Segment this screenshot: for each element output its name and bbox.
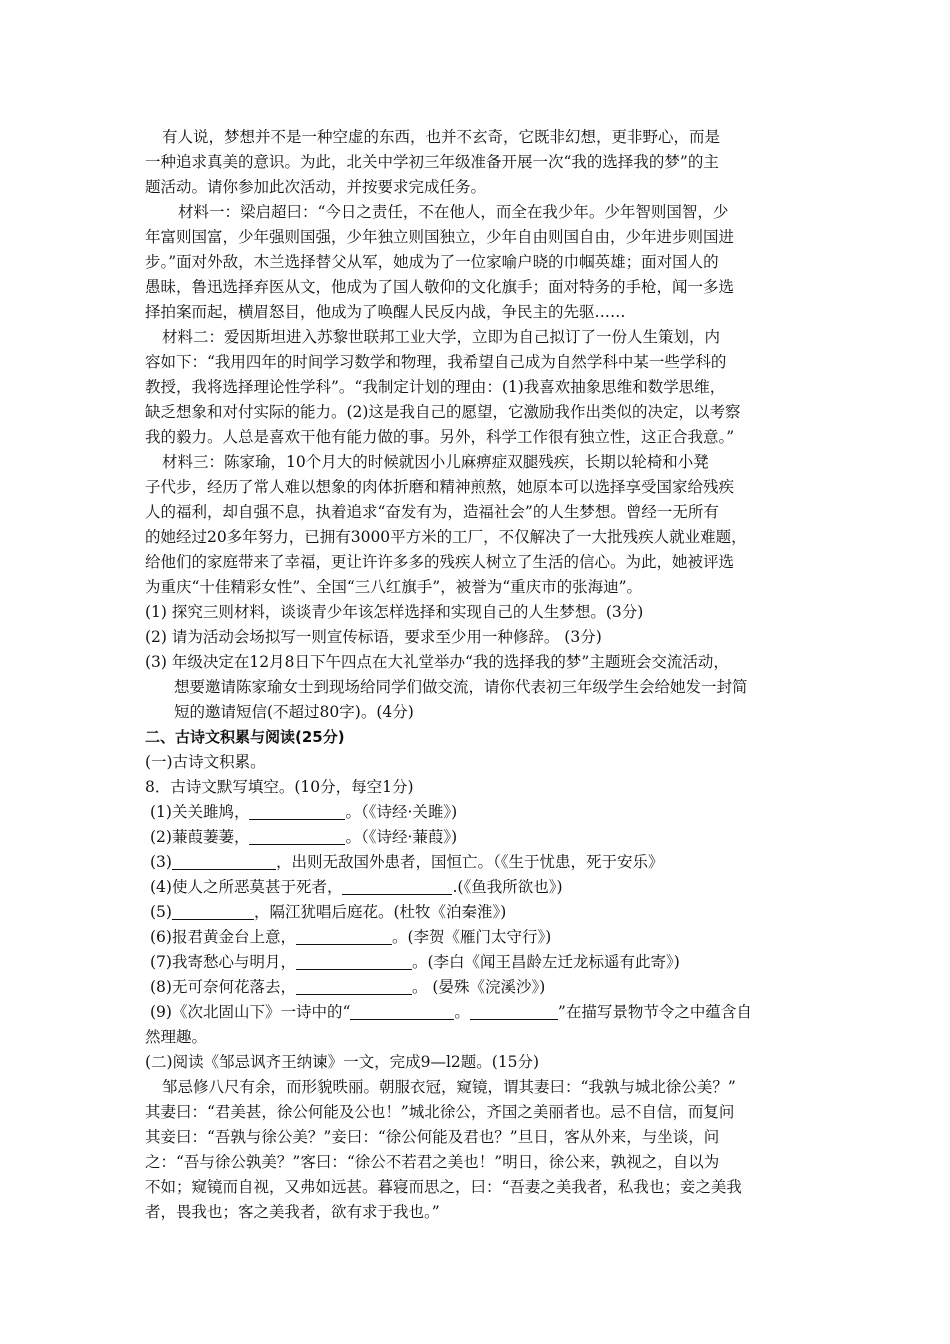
- passage-line: 其妻曰：“君美甚，徐公何能及公也！”城北徐公，齐国之美丽者也。忌不自信，而复问: [145, 1103, 735, 1121]
- material3-line: 人的福利，却自强不息，执着追求“奋发有为，造福社会”的人生梦想。曾经一无所有: [145, 503, 719, 521]
- task-question-3-line: 短的邀请短信(不超过80字)。(4分): [174, 703, 414, 721]
- fill-item: [150, 801, 820, 823]
- fill-item-prefix: (7)我寄愁心与明月，: [150, 953, 296, 971]
- material1-line: 愚昧，鲁迅选择弃医从文，他成为了国人敬仰的文化旗手；面对特务的手枪，闻一多选: [145, 278, 735, 296]
- passage-line: 不如；窥镜而自视，又弗如远甚。暮寝而思之，曰：“吾妻之美我者，私我也；妾之美我: [145, 1178, 742, 1196]
- fill-item-suffix: 。(李贺《雁门太守行》): [391, 928, 552, 946]
- fill-item: [150, 951, 820, 973]
- material3-line: 材料三：陈家瑜，10个月大的时候就因小儿麻痹症双腿残疾，长期以轮椅和小凳: [162, 453, 709, 471]
- fill-item-prefix: (4)使人之所恶莫甚于死者，: [150, 878, 343, 896]
- fill-item: [150, 901, 820, 923]
- question-8: 8．古诗文默写填空。(10分，每空1分): [145, 778, 414, 796]
- section-heading: 二、古诗文积累与阅读(25分): [145, 728, 345, 746]
- fill-item: [150, 976, 820, 998]
- material2-line: 容如下：“我用四年的时间学习数学和物理，我希望自己成为自然学科中某一些学科的: [145, 353, 727, 371]
- fill-item-suffix: ，隔江犹唱后庭花。(杜牧《泊秦淮》): [253, 903, 507, 921]
- passage-line: 邹忌修八尺有余，而形貌昳丽。朝服衣冠，窥镜，谓其妻曰：“我孰与城北徐公美？”: [162, 1078, 736, 1096]
- material1-line: 年富则国富，少年强则国强，少年独立则国独立，少年自由则国自由，少年进步则国进: [145, 228, 735, 246]
- material2-line: 教授，我将选择理论性学科”。“我制定计划的理由：(1)我喜欢抽象思维和数学思维，: [145, 378, 726, 396]
- material2-line: 我的毅力。人总是喜欢干他有能力做的事。另外，科学工作很有独立性，这正合我意。”: [145, 428, 735, 446]
- task-question-1: (1) 探究三则材料，谈谈青少年该怎样选择和实现自己的人生梦想。(3分): [145, 603, 644, 621]
- fill-item-suffix: 。（《诗经·蒹葭》): [345, 828, 458, 846]
- material2-line: 材料二：爱因斯坦进入苏黎世联邦工业大学，立即为自己拟订了一份人生策划，内: [162, 328, 721, 346]
- material3-line: 给他们的家庭带来了幸福，更让许许多多的残疾人树立了生活的信心。为此，她被评选: [145, 553, 735, 571]
- material3-line: 子代步，经历了常人难以想象的肉体折磨和精神煎熬，她原本可以选择享受国家给残疾: [145, 478, 735, 496]
- fill-item-prefix: (6)报君黄金台上意，: [150, 928, 296, 946]
- answer-blank[interactable]: [350, 1003, 454, 1020]
- fill-item: [150, 826, 820, 848]
- passage-line: 者，畏我也；客之美我者，欲有求于我也。”: [145, 1203, 440, 1221]
- fill-item-separator: 。: [454, 1003, 470, 1021]
- answer-blank[interactable]: [249, 803, 345, 820]
- subsection-heading: (一)古诗文积累。: [145, 753, 266, 771]
- fill-item-suffix: 。 (晏殊《浣溪沙》): [411, 978, 546, 996]
- fill-item-suffix: ”在描写景物节令之中蕴含自: [557, 1003, 752, 1021]
- fill-item-prefix: (1)关关雎鸠，: [150, 803, 250, 821]
- answer-blank[interactable]: [249, 828, 345, 845]
- material1-line: 择拍案而起，横眉怒目，他成为了唤醒人民反内战，争民主的先驱……: [145, 303, 626, 321]
- answer-blank[interactable]: [296, 978, 412, 995]
- material3-line: 的她经过20多年努力，已拥有3000平方米的工厂，不仅解决了一大批残疾人就业难题，: [145, 528, 747, 546]
- task-question-3-line: 想要邀请陈家瑜女士到现场给同学们做交流，请你代表初三年级学生会给她发一封简: [174, 678, 748, 696]
- intro-line: 题活动。请你参加此次活动，并按要求完成任务。: [145, 178, 487, 196]
- answer-blank[interactable]: [296, 953, 412, 970]
- fill-item-prefix: (9)《次北固山下》一诗中的“: [150, 1003, 351, 1021]
- fill-item-suffix: .(《鱼我所欲也》): [452, 878, 563, 896]
- intro-line: 有人说，梦想并不是一种空虚的东西，也并不玄奇，它既非幻想，更非野心，而是: [162, 128, 721, 146]
- answer-blank[interactable]: [470, 1003, 558, 1020]
- subsection-heading: (二)阅读《邹忌讽齐王纳谏》一文，完成9—l2题。(15分): [145, 1053, 540, 1071]
- answer-blank[interactable]: [172, 903, 254, 920]
- answer-blank[interactable]: [296, 928, 392, 945]
- fill-item: [150, 926, 820, 948]
- task-question-3: (3) 年级决定在12月8日下午四点在大礼堂举办“我的选择我的梦”主题班会交流活动，: [145, 653, 729, 671]
- fill-item: [150, 851, 820, 873]
- fill-item-prefix: (2)蒹葭萋萋，: [150, 828, 250, 846]
- fill-item-suffix: 。（《诗经·关雎》): [345, 803, 458, 821]
- fill-item-suffix: ，出则无敌国外患者，国恒亡。（《生于忧患，死于安乐》: [275, 853, 664, 871]
- material1-line: 步。”面对外敌，木兰选择替父从军，她成为了一位家喻户晓的巾帼英雄；面对国人的: [145, 253, 719, 271]
- fill-item-prefix: (3): [150, 853, 172, 871]
- fill-item-prefix: (5): [150, 903, 172, 921]
- material3-line: 为重庆“十佳精彩女性”、全国“三八红旗手”，被誉为“重庆市的张海迪”。: [145, 578, 643, 596]
- passage-line: 其妾曰：“吾孰与徐公美？”妾曰：“徐公何能及君也？”旦日，客从外来，与坐谈，问: [145, 1128, 720, 1146]
- fill-item-prefix: (8)无可奈何花落去，: [150, 978, 296, 996]
- fill-item: [150, 1001, 820, 1023]
- fill-item-continuation: 然理趣。: [145, 1028, 208, 1046]
- answer-blank[interactable]: [342, 878, 452, 895]
- fill-item: [150, 876, 820, 898]
- material1-line: 材料一：梁启超曰：“今日之责任，不在他人，而全在我少年。少年智则国智，少: [178, 203, 729, 221]
- intro-line: 一种追求真美的意识。为此，北关中学初三年级准备开展一次“我的选择我的梦”的主: [145, 153, 719, 171]
- material2-line: 缺乏想象和对付实际的能力。(2)这是我自己的愿望，它激励我作出类似的决定，以考察: [145, 403, 741, 421]
- passage-line: 之：“吾与徐公孰美？”客曰：“徐公不若君之美也！”明日，徐公来，孰视之，自以为: [145, 1153, 720, 1171]
- task-question-2: (2) 请为活动会场拟写一则宣传标语，要求至少用一种修辞。 (3分): [145, 628, 602, 646]
- fill-item-suffix: 。(李白《闻王昌龄左迁龙标遥有此寄》): [411, 953, 680, 971]
- answer-blank[interactable]: [172, 853, 276, 870]
